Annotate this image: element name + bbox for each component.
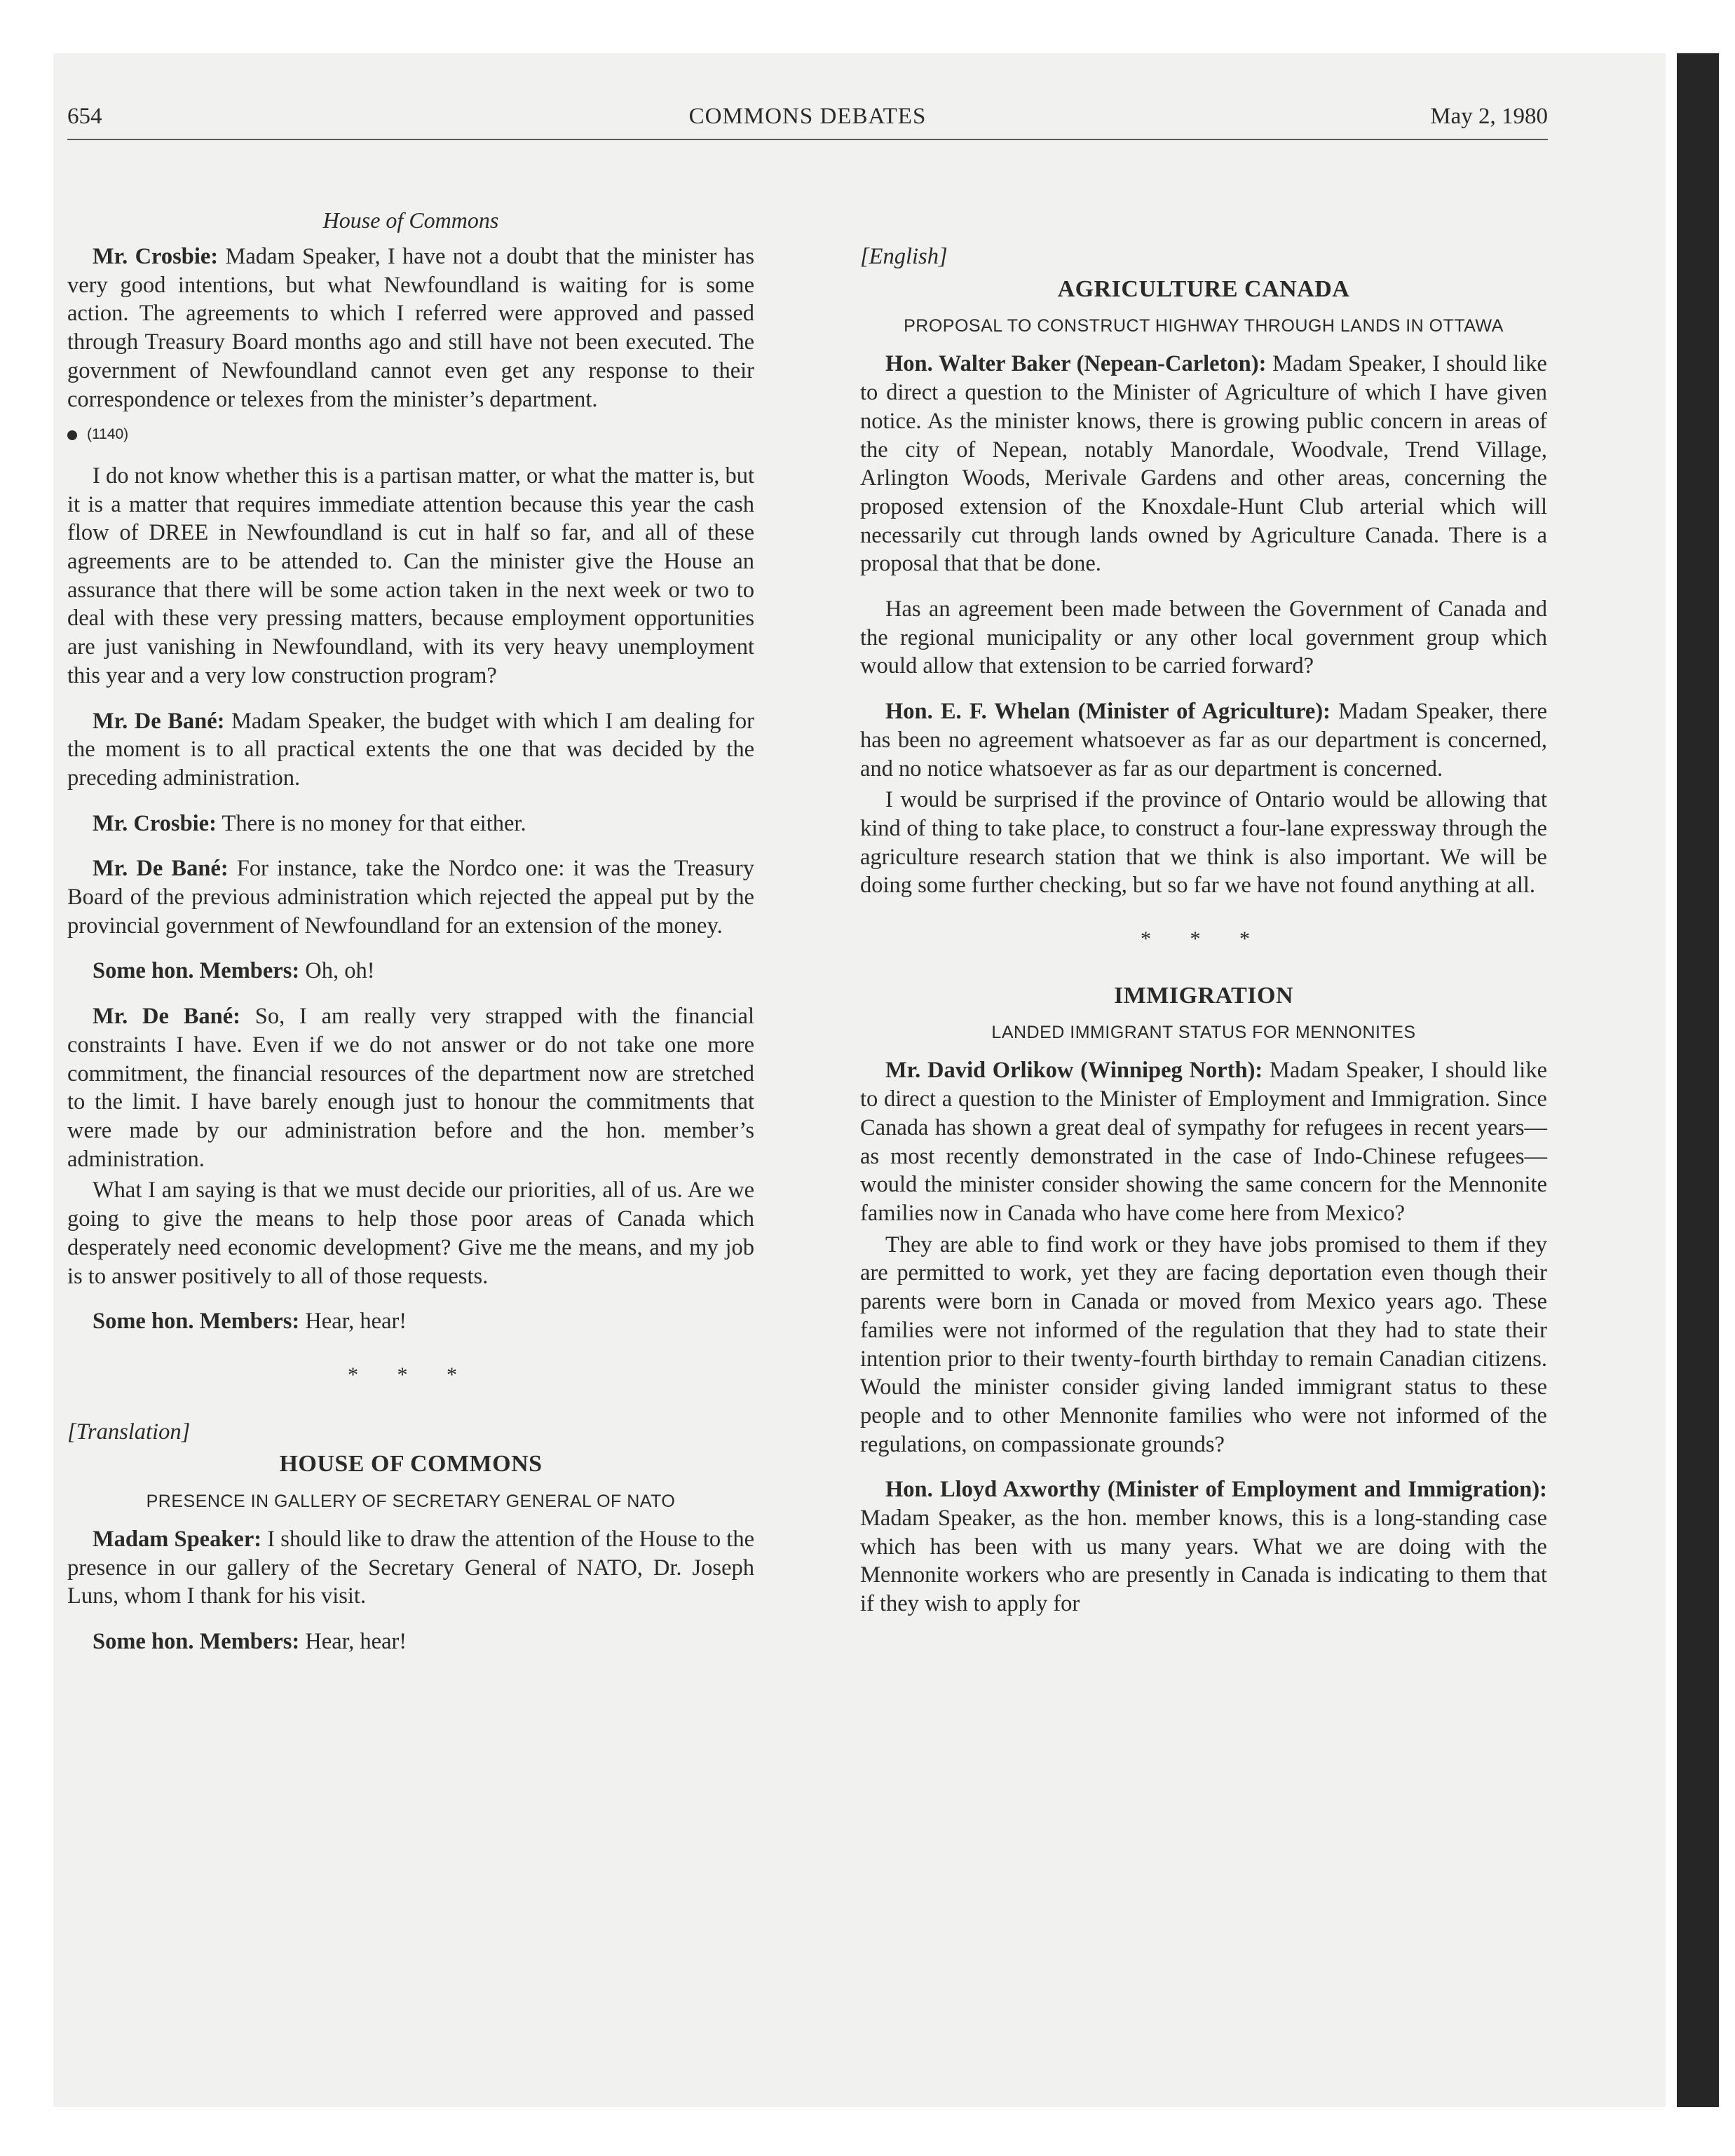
speaker-name: Some hon. Members:	[93, 958, 300, 984]
paragraph	[67, 810, 754, 838]
language-note: [Translation]	[67, 1419, 191, 1445]
speech-text: I should like to draw the attention of the House to the presence in our gallery of the Secretary General of NATO, Dr. Joseph Luns, whom I thank for his visit.	[67, 1527, 754, 1609]
speech-text: I do not know whether this is a partisan matter, or what the matter is, but it is a matter that requires immediate attention because this year the cash flow of DREE in Newfoundland is cut in half so far, and all of these agreements are to be attended to. Can the minister give the House an assurance that there will be some action taken in the next week or two to deal with these very pressing matters, because employment opportunities are just vanishing in Newfoundland, with its very heavy unemployment this year and a very low construction program?	[67, 463, 754, 688]
speech-text: Madam Speaker, there has been no agreement whatsoever as far as our department is concerned, and no notice whatsoever as far as our department is concerned.	[860, 699, 1547, 782]
speech-text: Madam Speaker, as the hon. member knows, this is a long-standing case which has been with us many years. What we are doing with the Mennonite workers who are presently in Canada is indicating to them that if they wish to apply for	[860, 1506, 1547, 1617]
section-separator: * * *	[348, 1363, 474, 1386]
speaker-name: Some hon. Members:	[93, 1629, 300, 1655]
bullet-dot-icon	[67, 430, 77, 440]
speech-text: Oh, oh!	[299, 958, 375, 984]
publication-date: May 2, 1980	[1430, 104, 1548, 129]
speaker-name: Mr. David Orlikow (Winnipeg North):	[885, 1058, 1263, 1084]
speech-text: Has an agreement been made between the Government of Canada and the regional municipality or any other local government group which would allow that extension to be carried forward?	[860, 596, 1547, 679]
section-separator: * * *	[1141, 927, 1267, 951]
speech-text: Madam Speaker, the budget with which I am dealing for the moment is to all practical extents the one that was decided by the preceding administration.	[67, 708, 754, 791]
page-number: 654	[67, 104, 102, 129]
section-title: AGRICULTURE CANADA	[1057, 275, 1350, 302]
paragraph	[860, 1475, 1547, 1618]
section-subtitle: LANDED IMMIGRANT STATUS FOR MENNONITES	[991, 1023, 1416, 1043]
speech-text: For instance, take the Nordco one: it was the Treasury Board of the previous administration which rejected the appeal put by the provincial government of Newfoundland for an extension of the money.	[67, 856, 754, 939]
paragraph	[67, 1176, 754, 1290]
section-title: IMMIGRATION	[1113, 982, 1294, 1009]
speaker-name: Madam Speaker:	[93, 1527, 262, 1553]
running-head: House of Commons	[322, 207, 499, 233]
paragraph	[860, 786, 1547, 900]
paragraph	[860, 350, 1547, 578]
time-mark	[67, 421, 754, 449]
section-subtitle: PROPOSAL TO CONSTRUCT HIGHWAY THROUGH LANDS IN OTTAWA	[904, 316, 1504, 336]
speech-text: Hear, hear!	[299, 1309, 407, 1335]
speech-text: What I am saying is that we must decide our priorities, all of us. Are we going to give the means to help those poor areas of Canada which desperately need economic development? Give me the means, and my job is to answer positively to all of those requests.	[67, 1178, 754, 1289]
speaker-name: Mr. De Bané:	[93, 1004, 240, 1030]
speech-text: There is no money for that either.	[216, 810, 526, 836]
speaker-name: Hon. Walter Baker (Nepean-Carleton):	[885, 351, 1267, 377]
paragraph	[67, 1628, 754, 1656]
speaker-name: Mr. De Bané:	[93, 708, 225, 734]
language-note: [English]	[860, 244, 948, 269]
right-column	[860, 243, 1547, 1635]
speech-text: Hear, hear!	[299, 1629, 407, 1655]
paragraph	[67, 243, 754, 414]
speaker-name: Hon. Lloyd Axworthy (Minister of Employment and Immigration):	[885, 1477, 1547, 1503]
paragraph	[67, 707, 754, 793]
paragraph	[860, 1056, 1547, 1227]
paragraph	[67, 462, 754, 690]
paragraph	[860, 697, 1547, 783]
publication-title: COMMONS DEBATES	[688, 104, 927, 129]
paragraph	[67, 957, 754, 985]
speech-text: Madam Speaker, I should like to direct a question to the Minister of Agriculture of which I have given notice. As the minister knows, there is growing public concern in areas of the city of Nepean, notably Manordale, Woodvale, Trend Village, Arlington Woods, Merivale Gardens and other areas, concerning the proposed extension of the Knoxdale-Hunt Club arterial which will necessarily cut through lands owned by Agriculture Canada. There is a proposal that that be done.	[860, 351, 1547, 577]
speaker-name: Mr. De Bané:	[93, 856, 229, 882]
paragraph	[67, 1002, 754, 1173]
page-header	[67, 104, 1548, 140]
paragraph	[860, 1231, 1547, 1459]
speaker-name: Some hon. Members:	[93, 1309, 300, 1335]
paragraph	[67, 854, 754, 940]
speaker-name: Mr. Crosbie:	[93, 244, 219, 269]
left-column	[67, 243, 754, 1673]
speech-text: I would be surprised if the province of Ontario would be allowing that kind of thing to take place, to construct a four-lane expressway through the agriculture research station that we think is also important. We will be doing some further checking, but so far we have not found anything at all.	[860, 787, 1547, 899]
paragraph	[67, 1525, 754, 1611]
speech-text: Madam Speaker, I have not a doubt that the minister has very good intentions, but what Newfoundland is waiting for is some action. The agreements to which I referred were approved and passed through Treasury Board months ago and still have not been executed. The government of Newfoundland cannot even get any response to their correspondence or telexes from the minister’s department.	[67, 244, 754, 412]
paragraph	[860, 595, 1547, 681]
speech-text: So, I am really very strapped with the financial constraints I have. Even if we do not answer or do not take one more commitment, the financial resources of the department now are stretched to the limit. I have barely enough just to honour the commitments that were made by our administration before and the hon. member’s administration.	[67, 1004, 755, 1172]
paragraph	[67, 1307, 754, 1336]
speech-text: Madam Speaker, I should like to direct a question to the Minister of Employment and Immigration. Since Canada has shown a great deal of sympathy for refugees in recent years—as most recently demonstrated in the case of Indo-Chinese refugees—would the minister consider showing the same concern for the Mennonite families now in Canada who have come here from Mexico?	[860, 1058, 1547, 1226]
section-title: HOUSE OF COMMONS	[279, 1451, 543, 1478]
speaker-name: Hon. E. F. Whelan (Minister of Agriculture):	[885, 699, 1331, 725]
speech-text: They are able to find work or they have jobs promised to them if they are permitted to work, yet they are facing deportation even though their parents were born in Canada or moved from Mexico years ago. These families were not informed of the regulation that they had to state their intention prior to their twenty-fourth birthday to remain Canadian citizens. Would the minister consider giving landed immigrant status to these people and to other Mennonite families who were not informed of the regulations, on compassionate grounds?	[860, 1231, 1547, 1457]
speaker-name: Mr. Crosbie:	[93, 810, 217, 836]
time-mark-label: (1140)	[87, 426, 129, 443]
section-subtitle: PRESENCE IN GALLERY OF SECRETARY GENERAL OF NATO	[146, 1492, 676, 1512]
scan-edge-bar	[1677, 53, 1719, 2107]
